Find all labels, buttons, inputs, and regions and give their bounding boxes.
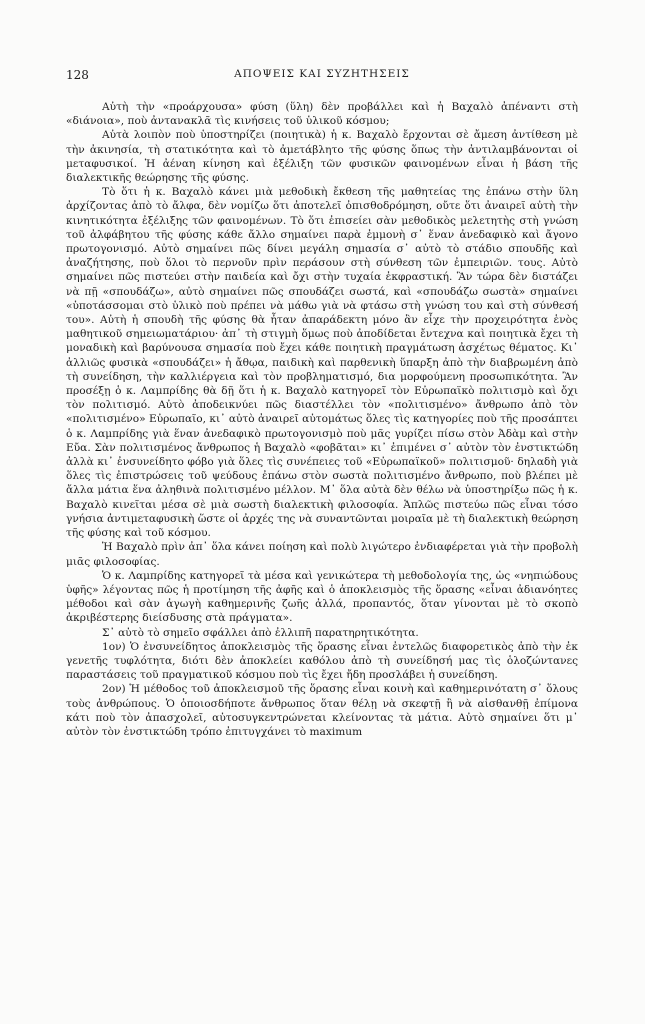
paragraph-3: Τὸ ὅτι ἡ κ. Βαχαλὸ κάνει μιὰ μεθοδικὴ ἔκθεση τῆς μαθητείας της ἐπάνω στὴν ὕλη ἀρχίζοντας ἀπὸ τὸ ἄλφα, δὲν νομίζω ὅτι ἀποτελεῖ ὀπισθοδρόμηση, οὔτε ὅτι ἀναιρεῖ αὐτὴ τὴν κινητικότητα ἐξέλιξης τῶν φαινομένων. Τὸ ὅτι ἐπισείει σὰν μεθοδικὸς μελετητὴς στὴ γνώση τοῦ ἀλφάβητου τῆς φύσης κάθε ἄλλο σημαίνει παρὰ ἐμμονὴ σ᾽ ἕναν ἀνεδαφικὸ καὶ ἄγονο πρωτογονισμό. Αὐτὸ σημαίνει πῶς δίνει μεγάλη σημασία σ᾽ αὐτὸ τὸ στάδιο σπουδῆς καὶ ἀναζήτησης, ποὺ ὅλοι τὸ περνοῦν πρὶν περάσουν στὴ σύνθεση τῶν ἐμπειριῶν. τους. Αὐτὸ σημαίνει πῶς πιστεύει στὴν παιδεία καὶ ὄχι στὴν τυχαία ἐκφραστική. Ἂν τώρα δὲν διστάζει νὰ πῇ «σπουδάζω», αὐτὸ σημαίνει πῶς σπουδάζει σωστά, καὶ «σπουδάζω σωστὰ» σημαίνει «ὑποτάσσομαι στὸ ὑλικὸ ποὺ πρέπει νὰ μάθω γιὰ νὰ φτάσω στὴ γνώση του καὶ στὴ σύνθεσή του». Αὐτὴ ἡ σπουδὴ τῆς φύσης θὰ ἦταν ἀπαράδεκτη μόνο ἂν εἶχε τὴν προχειρότητα ἑνὸς μαθητικοῦ σημειωματάριου· ἀπ᾽ τὴ στιγμὴ ὅμως ποὺ ἀποδίδεται ἔντεχνα καὶ ποιητικὰ ἔχει τὴ μοναδικὴ καὶ βαρύνουσα σημασία ποὺ ἔχει κάθε ποιητικὴ πραγμάτωση ἀσχέτως θέματος. Κι᾽ ἀλλιῶς φυσικὰ «σπουδάζει» ἡ ἄθῳα, παιδικὴ καὶ παρθενικὴ ὕπαρξη ἀπὸ τὴν διαβρωμένη ἀπὸ τὴ συνείδηση, τὴν καλλιέργεια καὶ τὸν προβληματισμό, δια μορφούμενη προσωπικότητα. Ἂν προσέξῃ ὁ κ. Λαμπρίδης θὰ δῇ ὅτι ἡ κ. Βαχαλὸ κατηγορεῖ τὸν Εὐρωπαϊκὸ πολιτισμὸ καὶ ὄχι τὸν πολιτισμό. Αὐτὸ ἀποδεικνύει πῶς διαστέλλει τὸν «πολιτισμένο» ἄνθρωπο ἀπὸ τὸν «πολιτισμένο» Εὐρωπαῖο, κι᾽ αὐτὸ ἀναιρεῖ αὐτομάτως ὅλες τὶς κατηγορίες ποὺ τῆς προσάπτει ὁ κ. Λαμπρίδης γιὰ ἕναν ἀνεδαφικὸ πρωτογονισμὸ ποὺ μᾶς γυρίζει πίσω στὸν Ἀδὰμ καὶ στὴν Εὔα. Σὰν πολιτισμένος ἄνθρωπος ἡ Βαχαλὸ «φοβᾶται» κι᾽ ἐπιμένει σ᾽ αὐτὸν τὸν ἐνστικτώδη ἀλλὰ κι᾽ ἐνσυνείδητο φόβο γιὰ ὅλες τὶς συνέπειες τοῦ «Εὐρωπαϊκοῦ» πολιτισμοῦ· δηλαδὴ γιὰ ὅλες τὶς ἐπιστρώσεις τοῦ ψεύδους ἐπάνω στὸν σωστὰ πολιτισμένο ἄνθρωπο, ποὺ βλέπει μὲ ἄλλα μάτια ἕνα ἀληθινὰ πολιτισμένο μέλλον. Μ᾽ ὅλα αὐτὰ δὲν θέλω νὰ ὑποστηρίξω πῶς ἡ κ. Βαχαλὸ κινεῖται μέσα σὲ μιὰ σωστὴ διαλεκτικὴ φιλοσοφία. Ἁπλῶς πιστεύω πῶς εἶναι τόσο γνήσια ἀντιμεταφυσικὴ ὥστε οἱ ἀρχές της νὰ συναντῶνται μοιραῖα μὲ τὴ διαλεκτικὴ θεώρηση τῆς φύσης καὶ τοῦ κόσμου. — [66, 186, 578, 540]
paragraph-6: Σ᾽ αὐτὸ τὸ σημεῖο σφάλλει ἀπὸ ἐλλιπῆ παρατηρητικότητα. — [102, 626, 419, 639]
paragraph-7: 1ον) Ὁ ἐνσυνείδητος ἀποκλεισμὸς τῆς ὅρασης εἶναι ἐντελῶς διαφορετικὸς ἀπὸ τὴν ἐκ γενετῆς τυφλότητα, διότι δὲν ἀποκλείει καθόλου ἀπὸ τὴ συνείδησή μας τὶς ὁλοζώντανες παραστάσεις τοῦ πραγματικοῦ κόσμου ποὺ τὶς ἔχει ἤδη προσλάβει ἡ συνείδηση. — [66, 640, 578, 682]
running-title: ΑΠΟΨΕΙΣ ΚΑΙ ΣΥΖΗΤΗΣΕΙΣ — [234, 68, 410, 80]
page-number: 128 — [66, 68, 89, 82]
paragraph-5: Ὁ κ. Λαμπρίδης κατηγορεῖ τὰ μέσα καὶ γενικώτερα τὴ μεθοδολογία της, ὡς «νηπιώδους ὑφῆς» λέγοντας πῶς ἡ προτίμηση τῆς ἀφῆς καὶ ὁ ἀποκλεισμὸς τῆς ὅρασης «εἶναι ἀδιανόητες μέθοδοι καὶ σὰν ἀγωγὴ καθημερινῆς ζωῆς ἀλλά, προπαντός, ὅταν γίνονται μὲ τὸ σκοπὸ ἀκριβέστερης διείσδυσης στὰ πράγματα». — [66, 569, 578, 625]
paragraph-2: Αὐτὰ λοιπὸν ποὺ ὑποστηρίζει (ποιητικὰ) ἡ κ. Βαχαλὸ ἔρχονται σὲ ἄμεση ἀντίθεση μὲ τὴν ἀκινησία, τὴ στατικότητα καὶ τὸ ἀμετάβλητο τῆς φύσης ὅπως τὴν ἀντιλαμβάνονται οἱ μεταφυσικοί. Ἡ ἀέναη κίνηση καὶ ἐξέλιξη τῶν φυσικῶν φαινομένων εἶναι ἡ βάση τῆς διαλεκτικῆς θεώρησης τῆς φύσης. — [66, 129, 578, 185]
paragraph-1: Αὐτὴ τὴν «προάρχουσα» φύση (ὕλη) δὲν προβάλλει καὶ ἡ Βαχαλὸ ἀπέναντι στὴ «διάνοια», ποὺ ἀντανακλᾶ τὶς κινήσεις τοῦ ὑλικοῦ κόσμου; — [66, 101, 578, 128]
page-header — [66, 68, 578, 84]
body-text — [66, 100, 578, 739]
paragraph-4: Ἡ Βαχαλὸ πρὶν ἀπ᾽ ὅλα κάνει ποίηση καὶ πολὺ λιγώτερο ἐνδιαφέρεται γιὰ τὴν προβολὴ μιᾶς φιλοσοφίας. — [66, 541, 578, 568]
paragraph-8: 2ον) Ἡ μέθοδος τοῦ ἀποκλεισμοῦ τῆς ὅρασης εἶναι κοινὴ καὶ καθημερινότατη σ᾽ ὅλους τοὺς ἀνθρώπους. Ὁ ὁποιοσδήποτε ἄνθρωπος ὅταν θέλῃ νὰ σκεφτῇ ἢ νὰ αἰσθανθῇ ἐπίμονα κάτι ποὺ τὸν ἀπασχολεῖ, αὐτοσυγκεντρώνεται κλείνοντας τὰ μάτια. Αὐτὸ σημαίνει ὅτι μ᾽ αὐτὸν τὸν ἐνστικτώδη τρόπο ἐπιτυγχάνει τὸ maximum — [66, 683, 578, 738]
